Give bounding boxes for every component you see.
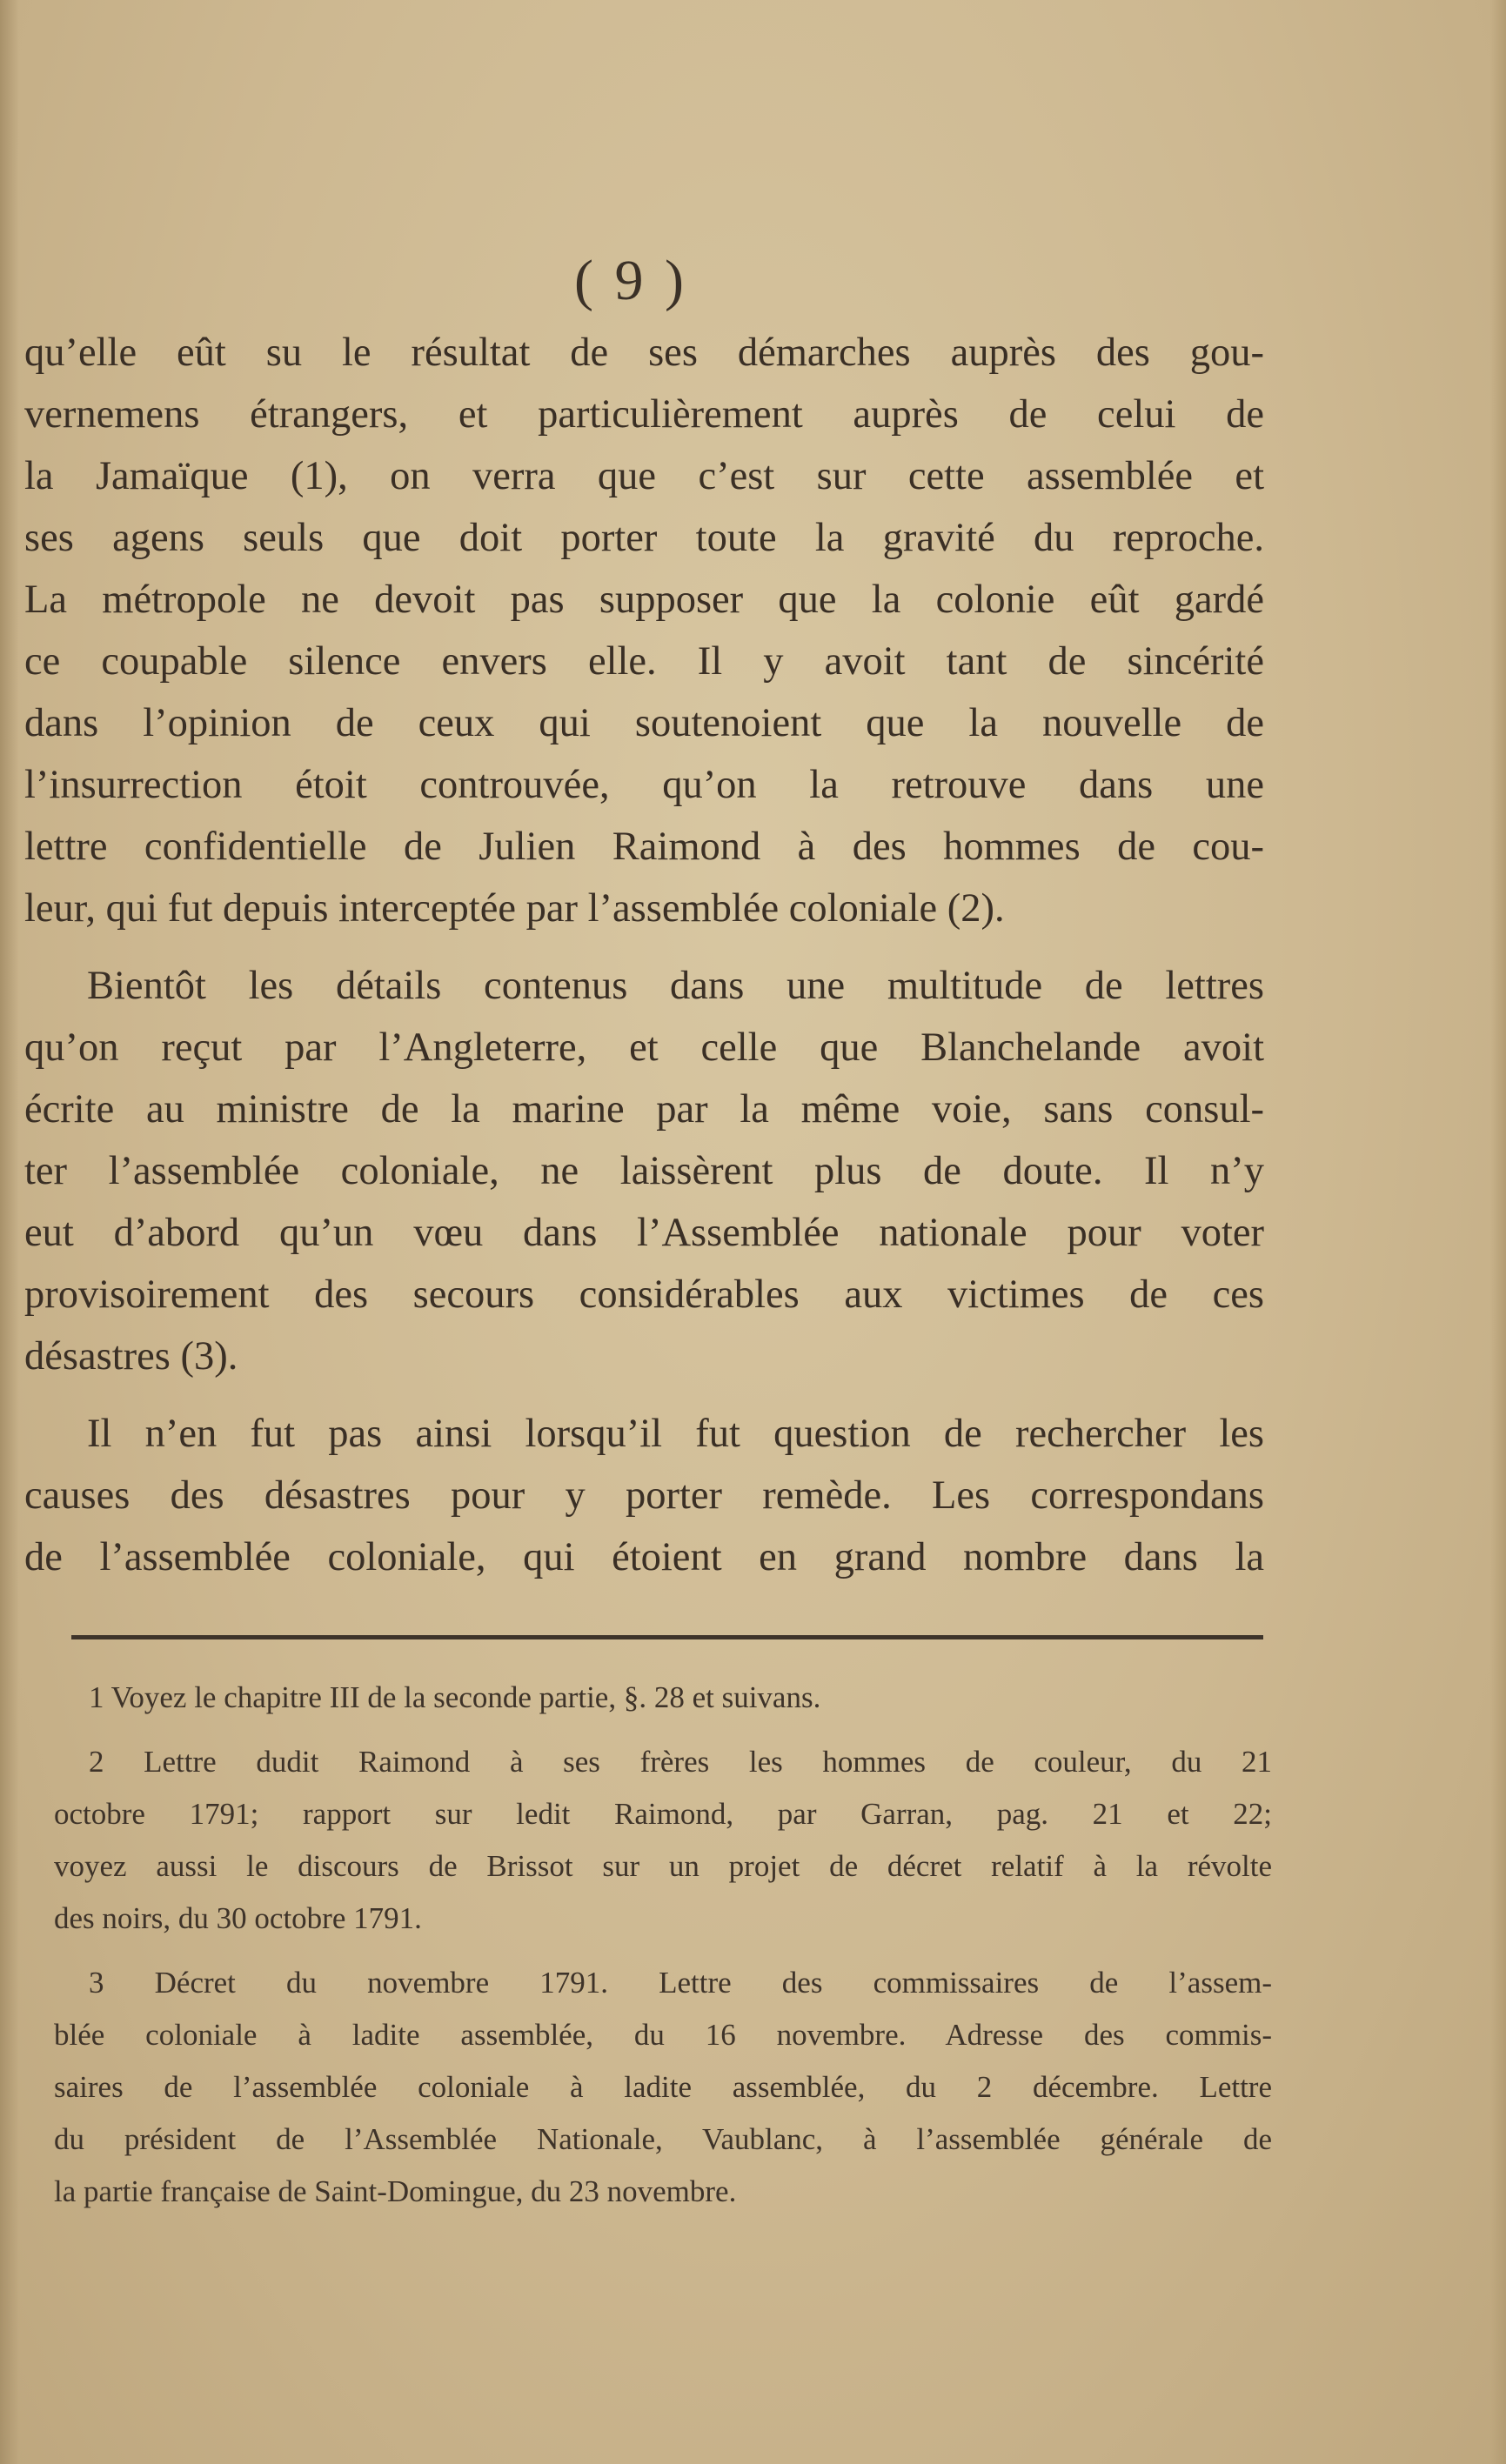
footnote-line: des noirs, du 30 octobre 1791. (54, 1901, 422, 1935)
page-number: ( 9 ) (574, 249, 687, 312)
footnote-2 (54, 1736, 1272, 1945)
text-line: désastres (3). (24, 1334, 238, 1379)
text-line: dans l’opinion de ceux qui soutenoient que la nouvelle de (24, 701, 1264, 745)
text-line: eut d’abord qu’un vœu dans l’Assemblée nationale pour voter (24, 1211, 1264, 1255)
text-line: causes des désastres pour y porter remède. Les correspondans (24, 1473, 1264, 1518)
paragraph-1 (24, 322, 1264, 939)
footnote-line: saires de l’assemblée coloniale à ladite assemblée, du 2 décembre. Lettre (54, 2070, 1272, 2104)
text-line: l’insurrection étoit controuvée, qu’on la retrouve dans une (24, 763, 1264, 807)
page-edge-left (0, 0, 19, 2464)
footnote-line: 1 Voyez le chapitre III de la seconde partie, §. 28 et suivans. (89, 1680, 821, 1714)
footnote-line: la partie française de Saint-Domingue, du 23 novembre. (54, 2174, 737, 2208)
footnote-1 (54, 1672, 1272, 1724)
text-line: la Jamaïque (1), on verra que c’est sur cette assemblée et (24, 454, 1264, 498)
main-text (24, 322, 1264, 1604)
text-line: qu’elle eût su le résultat de ses démarches auprès des gou- (24, 331, 1264, 375)
text-line: ses agens seuls que doit porter toute la gravité du reproche. (24, 516, 1264, 560)
text-line: Il n’en fut pas ainsi lorsqu’il fut question de rechercher les (87, 1412, 1264, 1456)
text-line: ter l’assemblée coloniale, ne laissèrent plus de doute. Il n’y (24, 1149, 1264, 1193)
text-line: ce coupable silence envers elle. Il y avoit tant de sincérité (24, 639, 1264, 684)
text-line: vernemens étrangers, et particulièrement auprès de celui de (24, 392, 1264, 437)
footnote-line: du président de l’Assemblée Nationale, Vaublanc, à l’assemblée générale de (54, 2122, 1272, 2156)
text-line: leur, qui fut depuis interceptée par l’assemblée coloniale (2). (24, 886, 1005, 931)
text-line: La métropole ne devoit pas supposer que la colonie eût gardé (24, 578, 1264, 622)
footnote-line: 3 Décret du novembre 1791. Lettre des commissaires de l’assem- (89, 1966, 1272, 2000)
footnotes (54, 1672, 1272, 2230)
footnote-line: voyez aussi le discours de Brissot sur un projet de décret relatif à la révolte (54, 1849, 1272, 1883)
footnote-line: octobre 1791; rapport sur ledit Raimond, par Garran, pag. 21 et 22; (54, 1797, 1272, 1831)
text-line: de l’assemblée coloniale, qui étoient en grand nombre dans la (24, 1535, 1264, 1579)
text-line: écrite au ministre de la marine par la même voie, sans consul- (24, 1087, 1264, 1132)
page-edge-right (1490, 0, 1506, 2464)
text-line: lettre confidentielle de Julien Raimond à des hommes de cou- (24, 825, 1264, 869)
text-line: provisoirement des secours considérables aux victimes de ces (24, 1272, 1264, 1317)
text-line: Bientôt les détails contenus dans une multitude de lettres (87, 964, 1264, 1008)
footnote-3 (54, 1957, 1272, 2218)
text-line: qu’on reçut par l’Angleterre, et celle que Blanchelande avoit (24, 1025, 1264, 1070)
footnote-separator-rule (71, 1635, 1263, 1639)
paragraph-3 (24, 1403, 1264, 1588)
footnote-line: blée coloniale à ladite assemblée, du 16 novembre. Adresse des commis- (54, 2018, 1272, 2052)
footnote-line: 2 Lettre dudit Raimond à ses frères les hommes de couleur, du 21 (89, 1745, 1272, 1779)
paragraph-2 (24, 955, 1264, 1387)
